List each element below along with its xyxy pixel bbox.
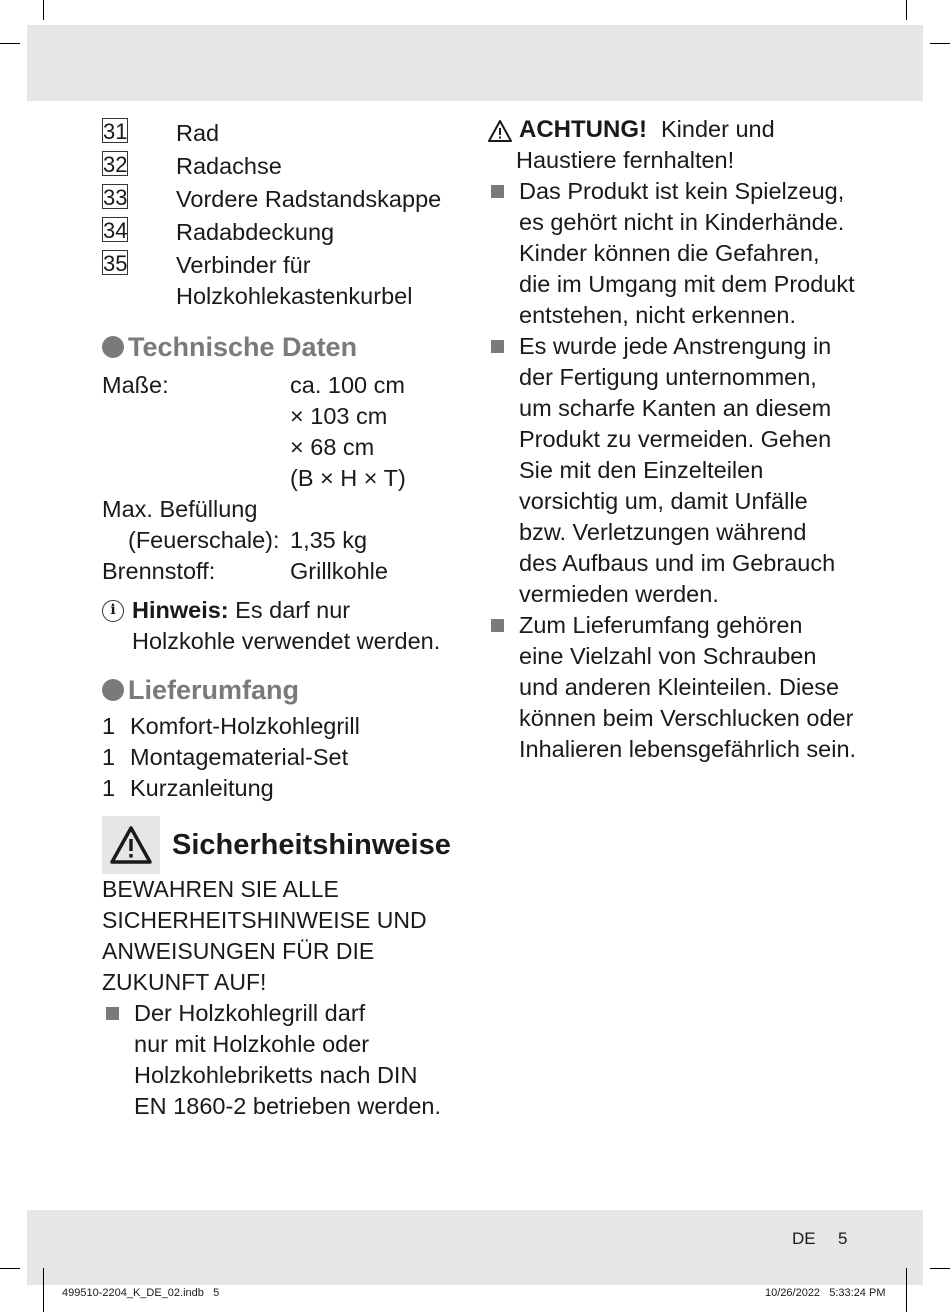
list-item xyxy=(102,742,462,773)
spec-value: ca. 100 cm xyxy=(290,372,405,398)
item-qty: 1 xyxy=(102,713,116,739)
caps-line: SICHERHEITSHINWEISE UND xyxy=(102,907,427,933)
part-name: Verbinder für xyxy=(176,252,311,278)
bullet-line: vorsichtig um, damit Unfälle xyxy=(519,488,808,514)
bullet-dot-icon xyxy=(102,679,124,701)
footer-band xyxy=(27,1210,923,1285)
crop-mark xyxy=(906,0,907,20)
bullet-line: Das Produkt ist kein Spielzeug, xyxy=(519,178,845,204)
hint-text: Es darf nur xyxy=(228,597,351,623)
part-number: 35 xyxy=(103,251,128,276)
spec-row xyxy=(102,525,462,556)
bullet-line: Inhalieren lebensgefährlich sein. xyxy=(519,736,857,762)
page-number: 5 xyxy=(838,1229,848,1248)
bullet-line: EN 1860-2 betrieben werden. xyxy=(134,1093,442,1119)
bullet-line: vermieden werden. xyxy=(519,581,719,607)
caps-line: ZUKUNFT AUF! xyxy=(102,969,267,995)
spec-row xyxy=(102,494,462,525)
spec-label: Maße: xyxy=(102,372,169,398)
caps-line: BEWAHREN SIE ALLE xyxy=(102,876,339,902)
part-name: Radabdeckung xyxy=(176,219,335,245)
part-row xyxy=(102,217,462,248)
tech-specs xyxy=(102,370,462,587)
print-slug-file: 499510-2204_K_DE_02.indb 5 xyxy=(62,1287,220,1299)
item-name: Montagematerial-Set xyxy=(130,744,349,770)
bullet-line: der Fertigung unternommen, xyxy=(519,364,817,390)
list-item xyxy=(102,711,462,742)
left-column xyxy=(102,116,462,1122)
bullet-line: es gehört nicht in Kinderhände. xyxy=(519,209,845,235)
spec-label: Max. Befüllung xyxy=(102,496,258,522)
part-row xyxy=(102,184,462,215)
part-name-line2: Holzkohlekastenkurbel xyxy=(176,283,413,309)
spec-label: Brennstoff: xyxy=(102,558,216,584)
bullet-line: die im Umgang mit dem Produkt xyxy=(519,271,855,297)
achtung-text: Kinder und xyxy=(660,116,775,142)
spec-row xyxy=(102,432,462,463)
part-name: Radachse xyxy=(176,153,282,179)
bullet-line: entstehen, nicht erkennen. xyxy=(519,302,796,328)
part-name: Vordere Radstandskappe xyxy=(176,186,442,212)
bullet-item xyxy=(102,998,462,1122)
spec-value: × 103 cm xyxy=(290,403,388,429)
bullet-item xyxy=(487,331,867,610)
part-row xyxy=(102,118,462,149)
liefer-list xyxy=(102,711,462,804)
hint-body xyxy=(132,595,440,657)
bullet-line: des Aufbaus und im Gebrauch xyxy=(519,550,836,576)
part-number: 31 xyxy=(103,119,128,144)
print-slug-date: 10/26/2022 5:33:24 PM xyxy=(765,1287,886,1299)
bullet-item xyxy=(487,610,867,765)
list-item xyxy=(102,773,462,804)
item-qty: 1 xyxy=(102,775,116,801)
safety-heading-text: Sicherheitshinweise xyxy=(172,828,451,861)
spec-value: (B × H × T) xyxy=(290,465,406,491)
bullet-line: können beim Verschlucken oder xyxy=(519,705,854,731)
footer-language: DE xyxy=(792,1229,816,1248)
crop-mark xyxy=(930,43,950,44)
spec-label: (Feuerschale): xyxy=(128,527,280,553)
square-bullet-icon xyxy=(491,340,504,353)
bullet-line: Der Holzkohlegrill darf xyxy=(134,1000,366,1026)
achtung-label: ACHTUNG! xyxy=(519,116,647,143)
hint-label: Hinweis: xyxy=(132,597,229,623)
spec-value: × 68 cm xyxy=(290,434,375,460)
part-name: Rad xyxy=(176,120,220,146)
spec-row xyxy=(102,401,462,432)
spec-row xyxy=(102,463,462,494)
parts-list xyxy=(102,118,462,312)
safety-caps xyxy=(102,874,462,998)
crop-mark xyxy=(906,1268,907,1312)
part-number: 34 xyxy=(103,218,128,243)
square-bullet-icon xyxy=(491,185,504,198)
bullet-line: Es wurde jede Anstrengung in xyxy=(519,333,832,359)
bullet-line: Kinder können die Gefahren, xyxy=(519,240,820,266)
bullet-dot-icon xyxy=(102,336,124,358)
crop-mark xyxy=(0,43,20,44)
part-row xyxy=(102,250,462,281)
bullet-line: Produkt zu vermeiden. Gehen xyxy=(519,426,832,452)
warning-icon xyxy=(487,119,513,143)
safety-heading xyxy=(102,816,462,874)
crop-mark xyxy=(930,1268,950,1269)
right-column xyxy=(487,114,867,765)
bullet-line: um scharfe Kanten an diesem xyxy=(519,395,832,421)
caps-line: ANWEISUNGEN FÜR DIE xyxy=(102,938,375,964)
spec-value: Grillkohle xyxy=(290,558,388,584)
item-name: Kurzanleitung xyxy=(130,775,274,801)
warning-icon xyxy=(102,816,160,874)
bullet-line: nur mit Holzkohle oder xyxy=(134,1031,370,1057)
tech-heading xyxy=(102,330,462,364)
tech-heading-text: Technische Daten xyxy=(128,332,358,362)
info-icon: i xyxy=(102,600,124,622)
liefer-heading-text: Lieferumfang xyxy=(128,675,300,705)
part-row-continued xyxy=(102,281,462,312)
part-number: 33 xyxy=(103,185,128,210)
liefer-heading xyxy=(102,673,462,707)
crop-mark xyxy=(0,1268,20,1269)
bullet-line: eine Vielzahl von Schrauben xyxy=(519,643,817,669)
achtung-text-line2: Haustiere fernhalten! xyxy=(516,147,735,173)
item-name: Komfort-Holzkohlegrill xyxy=(130,713,360,739)
spec-row xyxy=(102,556,462,587)
item-qty: 1 xyxy=(102,744,116,770)
bullet-line: bzw. Verletzungen während xyxy=(519,519,807,545)
header-band xyxy=(27,25,923,101)
part-number: 32 xyxy=(103,152,128,177)
crop-mark xyxy=(43,1268,44,1312)
bullet-line: Holzkohlebriketts nach DIN xyxy=(134,1062,418,1088)
achtung-line xyxy=(487,114,867,145)
spec-value: 1,35 kg xyxy=(290,527,368,553)
bullet-line: Sie mit den Einzelteilen xyxy=(519,457,764,483)
spec-row xyxy=(102,370,462,401)
square-bullet-icon xyxy=(491,619,504,632)
hint-note xyxy=(102,595,462,657)
square-bullet-icon xyxy=(106,1007,119,1020)
bullet-line: und anderen Kleinteilen. Diese xyxy=(519,674,840,700)
bullet-line: Zum Lieferumfang gehören xyxy=(519,612,803,638)
bullet-item xyxy=(487,176,867,331)
crop-mark xyxy=(43,0,44,20)
hint-text-line2: Holzkohle verwendet werden. xyxy=(132,628,441,654)
part-row xyxy=(102,151,462,182)
